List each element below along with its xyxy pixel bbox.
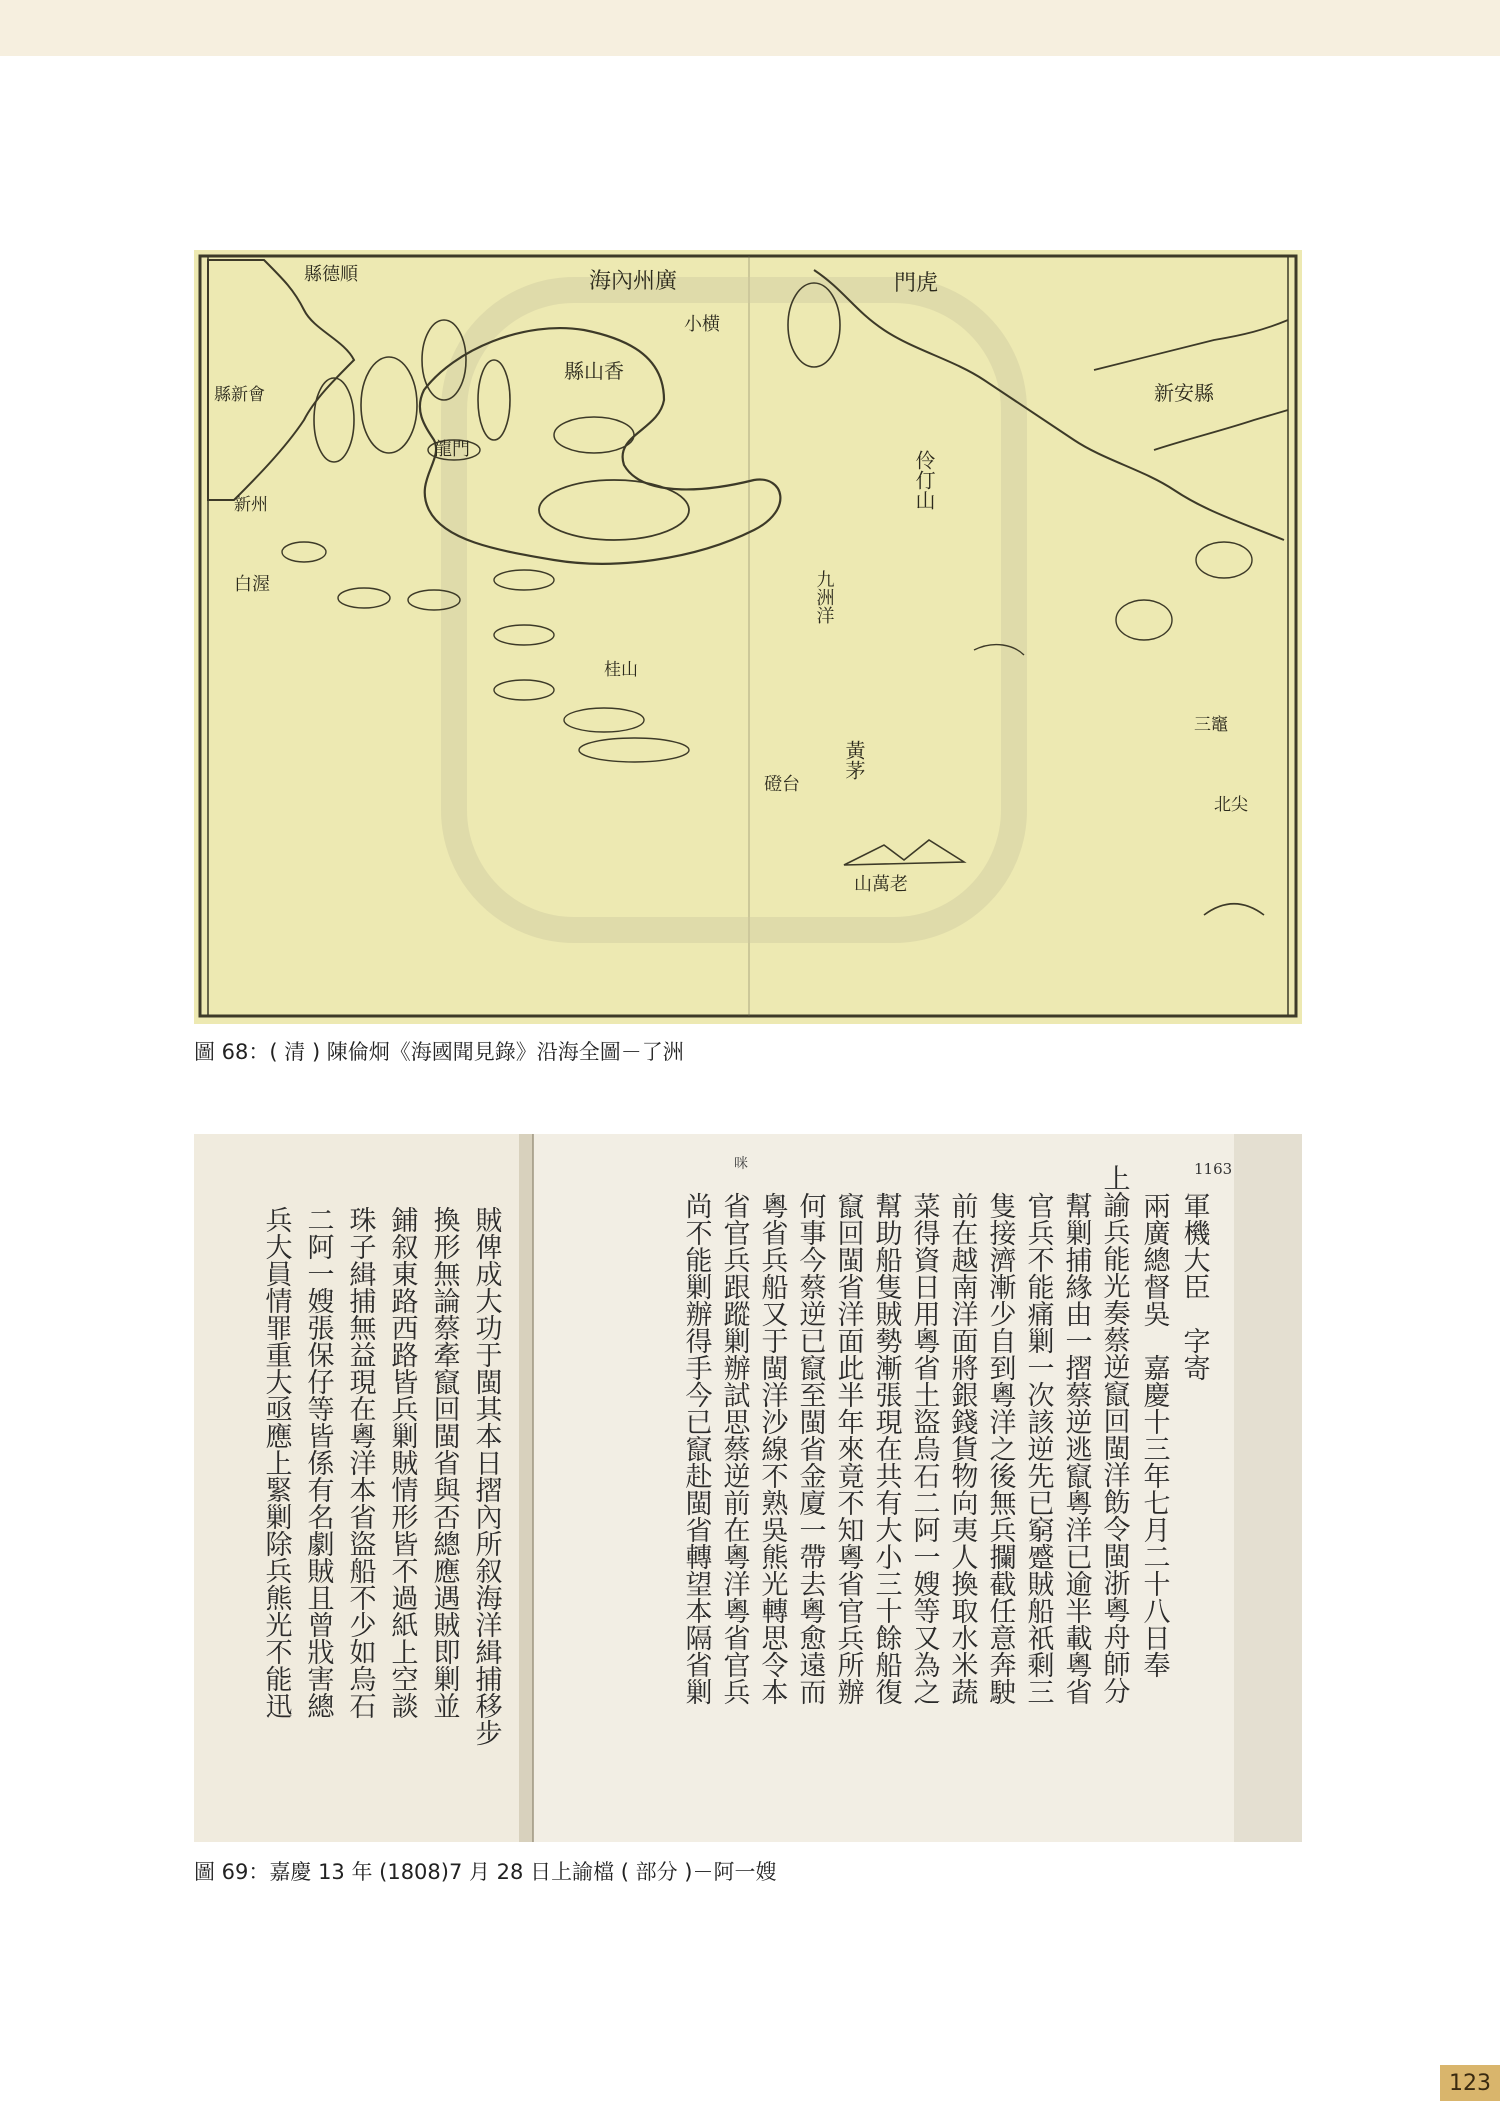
left-column-2: 換形無論蔡牽竄回閩省與否總應遇賊即剿並: [428, 1206, 460, 1719]
map-label-xinan: 新安縣: [1154, 381, 1214, 405]
map-label-humen: 門虎: [894, 271, 939, 296]
figure-68-map: [194, 250, 1302, 1024]
figure-69-caption: 圖 69：嘉慶 13 年 (1808)7 月 28 日上諭檔 ( 部分 )－阿一嫂: [194, 1860, 777, 1884]
right-column-13: 省官兵跟蹤剿辦試思蔡逆前在粵洋粵省官兵: [718, 1192, 750, 1705]
map-label-huangmao: 黃茅: [842, 740, 866, 780]
right-column-10: 竄回閩省洋面此半年來竟不知粵省官兵所辦: [832, 1192, 864, 1705]
map-label-shunde: 縣德順: [304, 264, 358, 285]
right-column-12: 粵省兵船又于閩洋沙線不熟吳熊光轉思令本: [756, 1192, 788, 1705]
right-column-5: 官兵不能痛剿一次該逆先已窮蹙賊船祇剩三: [1022, 1192, 1054, 1705]
map-label-guishan: 桂山: [604, 660, 638, 680]
map-label-fanggang: 北尖: [1214, 795, 1248, 815]
right-column-4: 幫剿捕緣由一摺蔡逆逃竄粵洋已逾半載粵省: [1060, 1192, 1092, 1705]
map-label-sanzao: 三竈: [1194, 715, 1228, 735]
map-label-title: 海內州廣: [589, 269, 678, 294]
left-column-3: 鋪叙東路西路皆兵剿賊情形皆不過紙上空談: [386, 1206, 418, 1719]
map-label-laowan: 山萬老: [854, 874, 908, 895]
map-label-xiaoheng: 小横: [684, 314, 720, 335]
left-column-4: 珠子緝捕無益現在粵洋本省盜船不少如烏石: [344, 1206, 376, 1719]
right-column-3: 上諭兵能光奏蔡逆竄回閩洋飭令閩浙粵舟師分: [1098, 1164, 1130, 1704]
map-label-xinhui: 縣新會: [214, 385, 265, 405]
map-label-longmen: 龍門: [434, 439, 470, 460]
right-column-6: 隻接濟漸少自到粵洋之後無兵攔截任意奔駛: [984, 1192, 1016, 1705]
left-column-6: 兵大員情罪重大亟應上緊剿除兵熊光不能迅: [260, 1206, 292, 1719]
map-label-baiyu: 白渥: [234, 574, 270, 595]
map-label-xingzhou: 新州: [234, 495, 268, 515]
right-column-14: 尚不能剿辦得手今已竄赴閩省轉望本隔省剿: [680, 1192, 712, 1705]
top-header-band: [0, 0, 1500, 56]
right-column-9: 幫助船隻賊勢漸張現在共有大小三十餘船復: [870, 1192, 902, 1705]
page-number: 123: [1440, 2065, 1500, 2101]
figure-68-caption: 圖 68：( 清 ) 陳倫炯《海國聞見錄》沿海全圖－了洲: [194, 1040, 684, 1064]
right-column-2: 兩廣總督吳 嘉慶十三年七月二十八日奉: [1138, 1192, 1170, 1678]
right-column-11: 何事今蔡逆已竄至閩省金廈一帶去粵愈遠而: [794, 1192, 826, 1705]
left-column-1: 賊俾成大功于閩其本日摺內所叙海洋緝捕移步: [470, 1206, 502, 1746]
right-column-8: 菜得資日用粵省土盜烏石二阿一嫂等又為之: [908, 1192, 940, 1705]
left-column-5: 二阿一嫂張保仔等皆係有名劇賊且曾戕害總: [302, 1206, 334, 1719]
document-number: 1163: [1194, 1160, 1233, 1178]
right-column-1: 軍機大臣 字寄: [1178, 1192, 1210, 1381]
map-label-xiangshan: 縣山香: [564, 359, 624, 383]
map-label-jiulong: 九洲洋: [813, 570, 835, 624]
figure-69-manuscript: [194, 1134, 1302, 1842]
map-label-bingshan: 磴台: [764, 774, 800, 795]
map-label-lingding: 伶仃山: [912, 450, 936, 510]
document-top-mark: 咪: [734, 1156, 748, 1172]
right-column-7: 前在越南洋面將銀錢貨物向夷人換取水米蔬: [946, 1192, 978, 1705]
